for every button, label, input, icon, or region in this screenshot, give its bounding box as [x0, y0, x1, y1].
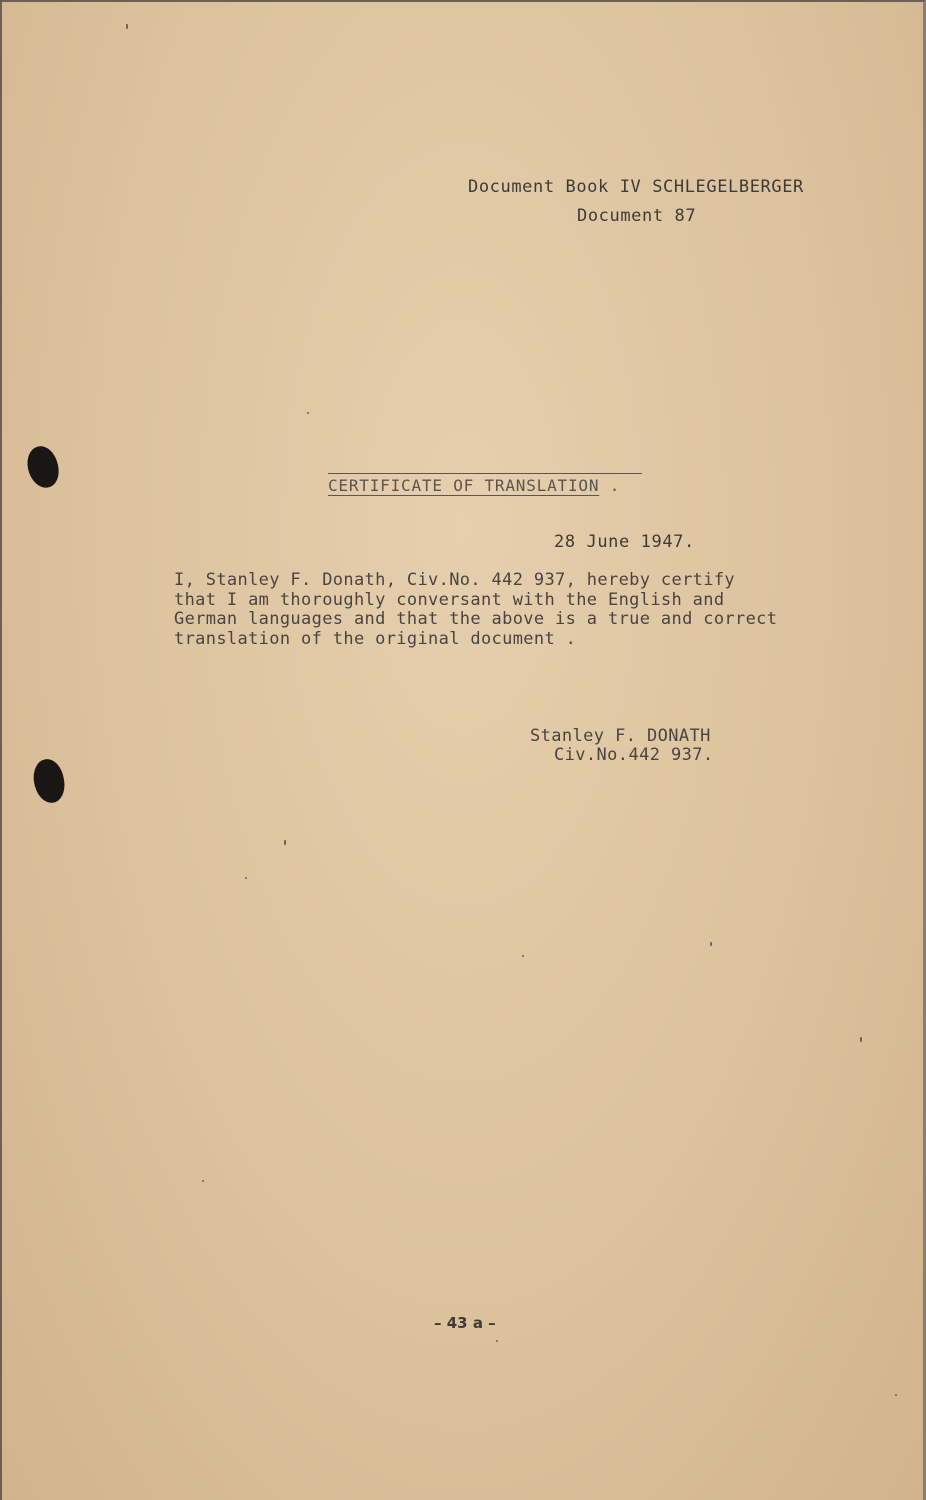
title-overline-rule — [328, 473, 642, 474]
paper-speck — [895, 1394, 897, 1396]
certificate-title-suffix: . — [599, 476, 621, 495]
paper-speck — [126, 24, 128, 29]
paper-speck — [710, 942, 712, 946]
paper-speck — [245, 877, 247, 879]
certificate-body — [174, 571, 864, 649]
body-line: German languages and that the above is a true and correct — [174, 609, 778, 629]
certificate-date: 28 June 1947. — [554, 532, 695, 552]
paper-speck — [496, 1340, 498, 1342]
paper-speck — [522, 955, 524, 957]
signature-name: Stanley F. DONATH — [530, 726, 711, 746]
document-number-heading: Document 87 — [577, 206, 697, 226]
paper-speck — [284, 840, 286, 845]
certificate-title — [328, 476, 620, 495]
page-number: – 43 a – — [434, 1314, 496, 1332]
body-line: that I am thoroughly conversant with the English and — [174, 589, 725, 610]
signature-civ-number: Civ.No.442 937. — [554, 745, 714, 765]
certificate-title-text: CERTIFICATE OF TRANSLATION — [328, 476, 600, 495]
paper-speck — [202, 1180, 204, 1182]
body-line: translation of the original document . — [174, 628, 577, 649]
punch-hole-icon — [24, 443, 62, 490]
paper-speck — [860, 1037, 862, 1042]
punch-hole-icon — [31, 757, 67, 805]
body-line: I, Stanley F. Donath, Civ.No. 442 937, hereby certify — [174, 570, 735, 590]
paper-speck — [307, 412, 309, 414]
document-book-heading: Document Book IV SCHLEGELBERGER — [468, 177, 804, 197]
